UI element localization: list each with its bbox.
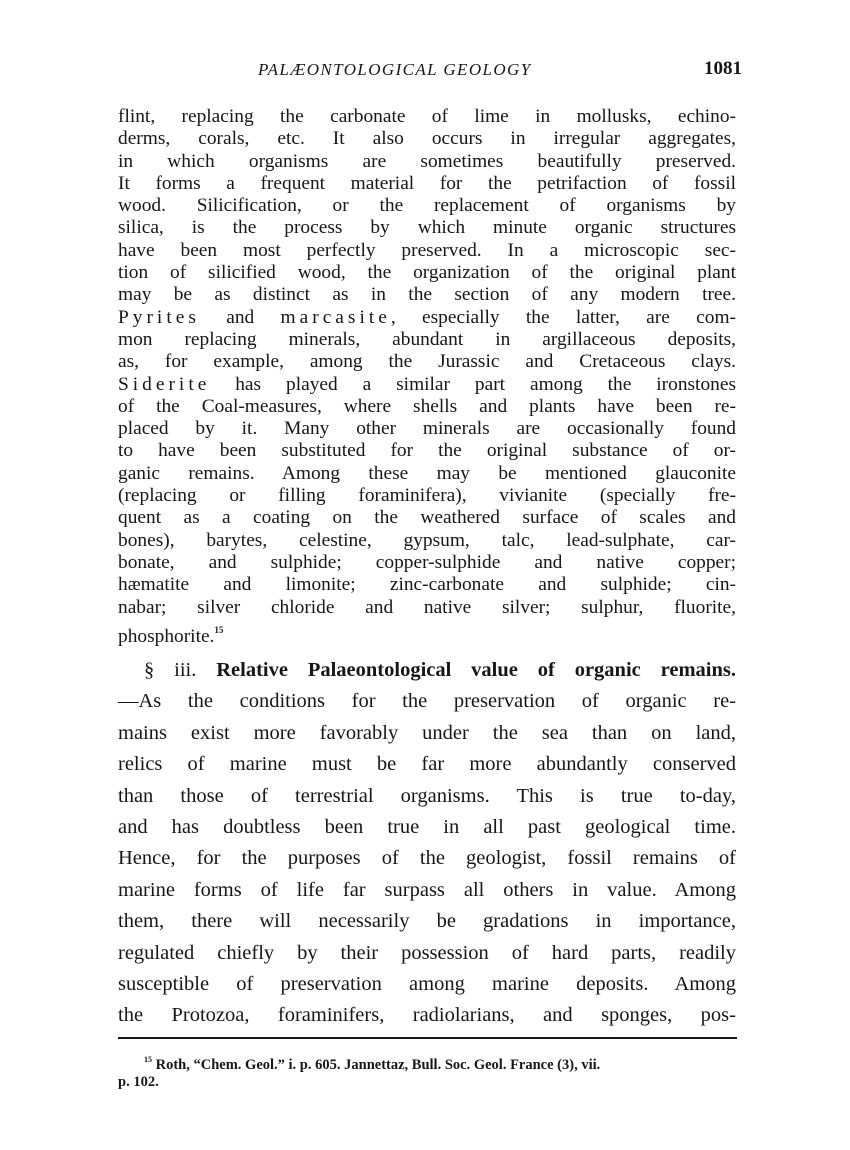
text-line-final: phosphorite.$^{15}$ (118, 624, 224, 647)
term-pyrites: Pyrites (118, 306, 200, 328)
text-line: —As the conditions for the preservation of organic re- (118, 690, 736, 713)
text-line: It forms a frequent material for the petrifaction of fossil (118, 172, 736, 194)
text-line: derms, corals, etc. It also occurs in irregular aggregates, (118, 128, 736, 150)
text-line: ganic remains. Among these may be mentioned glauconite (118, 462, 736, 484)
text-line: the Protozoa, foraminifers, radiolarians, and sponges, pos- (118, 1004, 736, 1027)
footnote-number: 15 (144, 1055, 152, 1064)
text-line: nabar; silver chloride and native silver; sulphur, fluorite, (118, 596, 736, 618)
running-title: PALÆONTOLOGICAL GEOLOGY (258, 60, 532, 79)
text-line: Hence, for the purposes of the geologist, fossil remains of (118, 847, 736, 870)
continued-paragraph (118, 106, 736, 647)
text-line: bonate, and sulphide; copper-sulphide and native copper; (118, 551, 736, 573)
section-iii (118, 655, 736, 1032)
footnote-line: $^{15}$ Roth, “Chem. Geol.” i. p. 605. Jannettaz, Bull. Soc. Geol. France (3), vii. (144, 1055, 601, 1073)
text-line-siderite: Siderite has played a similar part among the ironstones (118, 373, 736, 395)
page-number: 1081 (704, 58, 742, 79)
text-line: flint, replacing the carbonate of lime in mollusks, echino- (118, 106, 736, 127)
section-mark: § iii. (144, 659, 197, 681)
text-line: them, there will necessarily be gradations in importance, (118, 910, 736, 933)
text-line: may be as distinct as in the section of any modern tree. (118, 284, 736, 306)
section-heading (118, 655, 736, 686)
text-line: have been most perfectly preserved. In a microscopic sec- (118, 239, 736, 261)
text-line: (replacing or filling foraminifera), vivianite (specially fre- (118, 485, 736, 507)
text-line: mon replacing minerals, abundant in argillaceous deposits, (118, 328, 736, 350)
footnote (118, 1051, 743, 1091)
text-line: tion of silicified wood, the organization of the original plant (118, 262, 736, 284)
text-line: and has doubtless been true in all past geological time. (118, 815, 736, 838)
text-line: silica, is the process by which minute organic structures (118, 217, 736, 239)
text-line: as, for example, among the Jurassic and Cretaceous clays. (118, 351, 736, 373)
text-line: than those of terrestrial organisms. This is true to-day, (118, 784, 736, 807)
footnote-line: p. 102. (118, 1074, 159, 1090)
text-line: in which organisms are sometimes beautifully preserved. (118, 150, 736, 172)
text-line: of the Coal-measures, where shells and plants have been re- (118, 395, 736, 417)
section-title: Relative Palaeontological value of organic remains. (196, 659, 736, 681)
footnote-divider (118, 1037, 737, 1039)
text-line: bones), barytes, celestine, gypsum, talc, lead-sulphate, car- (118, 529, 736, 551)
text-line: placed by it. Many other minerals are occasionally found (118, 418, 736, 440)
text-line: mains exist more favorably under the sea than on land, (118, 721, 736, 744)
text-line: relics of marine must be far more abundantly conserved (118, 753, 736, 776)
text-line: wood. Silicification, or the replacement of organisms by (118, 195, 736, 217)
text-line: hæmatite and limonite; zinc-carbonate and sulphide; cin- (118, 574, 736, 596)
text-line: quent as a coating on the weathered surface of scales and (118, 507, 736, 529)
page-header (258, 60, 742, 90)
text-line: susceptible of preservation among marine deposits. Among (118, 972, 736, 995)
text-line: regulated chiefly by their possession of hard parts, readily (118, 941, 736, 964)
text-line: marine forms of life far surpass all others in value. Among (118, 878, 736, 901)
text-line: to have been substituted for the original substance of or- (118, 440, 736, 462)
term-siderite: Siderite (118, 373, 211, 395)
text-line-pyrites: Pyrites and marcasite, especially the latter, are com- (118, 306, 736, 328)
footnote-ref[interactable]: 15 (214, 624, 224, 635)
term-marcasite: marcasite (280, 306, 391, 328)
